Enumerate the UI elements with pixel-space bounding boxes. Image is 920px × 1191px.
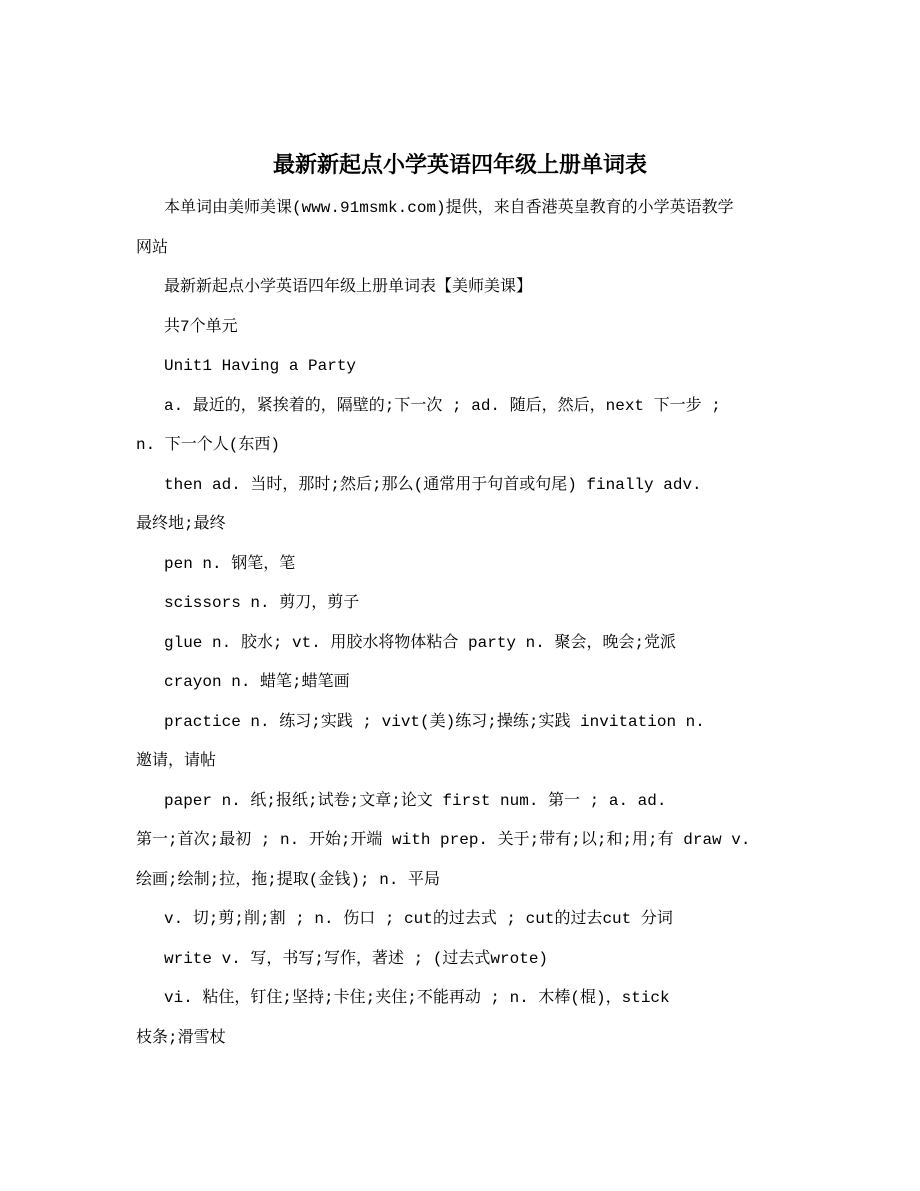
text-line: scissors n. 剪刀，剪子: [164, 594, 360, 612]
text-line: 本单词由美师美课(www.91msmk.com)提供，来自香港英皇教育的小学英语教学: [164, 199, 734, 217]
text-line: vi. 粘住，钉住;坚持;卡住;夹住;不能再动 ; n. 木棒(棍)，stick: [164, 989, 670, 1007]
text-line: 最新新起点小学英语四年级上册单词表【美师美课】: [164, 278, 533, 296]
document-body: [136, 189, 796, 1058]
text-line: 网站: [136, 238, 169, 257]
document-title: 最新新起点小学英语四年级上册单词表: [272, 151, 647, 178]
text-line: then ad. 当时，那时;然后;那么(通常用于句首或句尾) finally adv.: [164, 475, 702, 494]
text-line: 第一;首次;最初 ; n. 开始;开端 with prep. 关于;带有;以;和;用;有 draw v.: [136, 831, 751, 849]
text-line: 共7个单元: [164, 317, 238, 336]
text-line: 邀请，请帖: [136, 752, 217, 770]
text-line: pen n. 钢笔，笔: [164, 554, 296, 573]
text-line: 最终地;最终: [136, 515, 226, 533]
text-line: v. 切;剪;削;割 ; n. 伤口 ; cut的过去式 ; cut的过去cut 分词: [164, 910, 673, 928]
text-line: 枝条;滑雪杖: [136, 1028, 226, 1047]
text-line: crayon n. 蜡笔;蜡笔画: [164, 673, 350, 691]
text-line: paper n. 纸;报纸;试卷;文章;论文 first num. 第一 ; a. ad.: [164, 791, 667, 810]
text-line: write v. 写，书写;写作，著述 ; (过去式wrote): [164, 949, 549, 968]
text-line: glue n. 胶水; vt. 用胶水将物体粘合 party n. 聚会，晚会;党派: [164, 633, 677, 652]
text-line: Unit1 Having a Party: [164, 357, 357, 375]
text-line: 绘画;绘制;拉，拖;提取(金钱); n. 平局: [136, 870, 441, 889]
text-line: n. 下一个人(东西): [136, 436, 281, 454]
text-line: practice n. 练习;实践 ; vivt(美)练习;操练;实践 invitation n.: [164, 712, 705, 731]
text-line: a. 最近的，紧挨着的，隔壁的;下一次 ; ad. 随后，然后，next 下一步 ;: [164, 396, 721, 415]
